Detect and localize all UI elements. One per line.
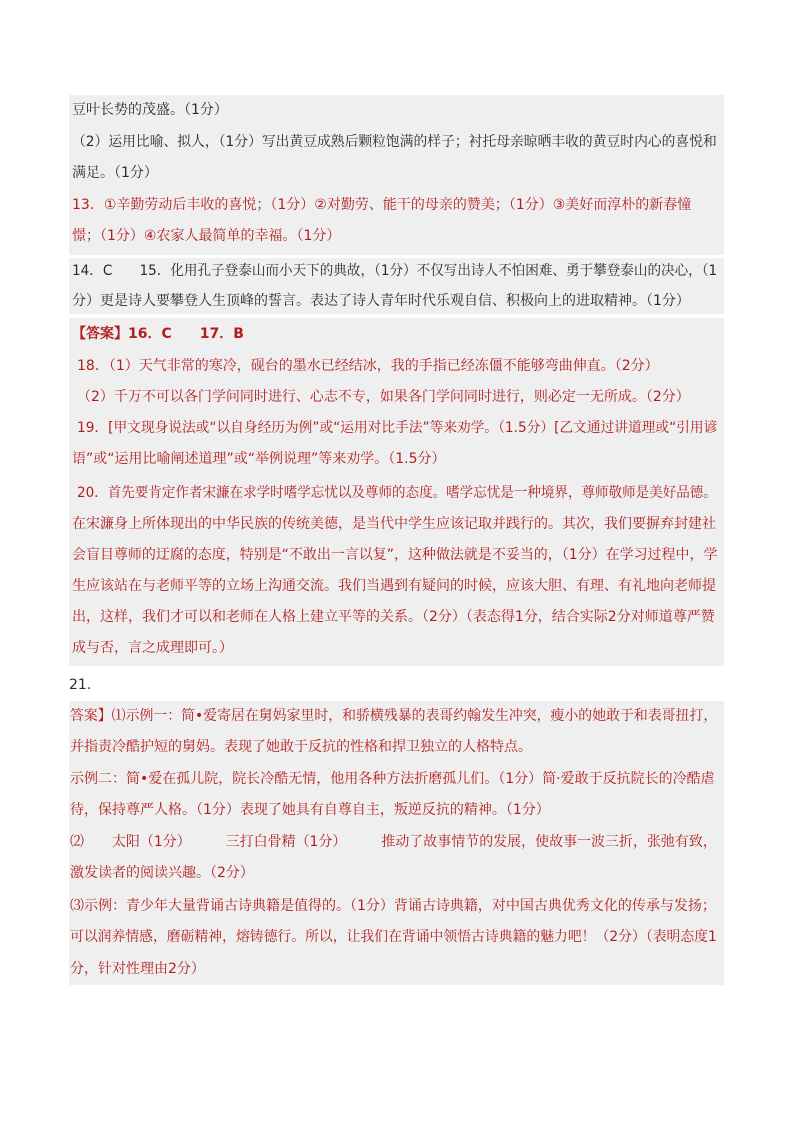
answer-block-21: [69, 701, 724, 985]
answer-line: ⑵ 太阳（1分） 三打白骨精（1分） 推动了故事情节的发展，使故事一波三折，张弛有致，: [70, 834, 717, 850]
answer-line: （2）运用比喻、拟人，（1分）写出黄豆成熟后颗粒饱满的样子；衬托母亲晾晒丰收的黄豆时内心的喜悦和: [72, 134, 717, 150]
answer-block-12-13: [69, 95, 724, 255]
answer-block-14-15: [69, 258, 724, 314]
answer-line: 激发读者的阅读兴趣。（2分）: [70, 865, 254, 881]
answer-line: 14．C 15．化用孔子登泰山而小天下的典故，（1分）不仅写出诗人不怕困难、勇于攀登泰山的决心，（1: [72, 263, 718, 279]
answer-line: ⑶示例：青少年大量背诵古诗典籍是值得的。（1分）背诵古诗典籍，对中国古典优秀文化的传承与发扬；: [70, 898, 716, 914]
answer-line: 生应该站在与老师平等的立场上沟通交流。我们当遇到有疑问的时候，应该大胆、有理、有礼地向老师提: [72, 578, 716, 594]
answer-line: 示例二：简•爱在孤儿院，院长冷酷无情，他用各种方法折磨孤儿们。（1分）简·爱敢于反抗院长的冷酷虐: [70, 771, 715, 787]
answer-line: 19．[甲文现身说法或“以自身经历为例”或“运用对比手法”等来劝学。（1.5分）[乙文通过讲道理或“引用谚: [77, 420, 718, 436]
answer-line: 出，这样，我们才可以和老师在人格上建立平等的关系。（2分）（表态得1分，结合实际2分对师道尊严赞: [72, 609, 715, 625]
answer-line: 并指责冷酷护短的舅妈。表现了她敢于反抗的性格和捍卫独立的人格特点。: [70, 739, 532, 755]
answer-line: 13．①辛勤劳动后丰收的喜悦；（1分）②对勤劳、能干的母亲的赞美；（1分）③美好而淳朴的新春憧: [72, 197, 692, 213]
answer-line: 成与否，言之成理即可。）: [72, 640, 233, 656]
answer-line: 憬；（1分）④农家人最简单的幸福。（1分）: [72, 228, 341, 244]
answer-line: 20．首先要肯定作者宋濂在求学时嗜学忘忧以及尊师的态度。嗜学忘忧是一种境界，尊师敬师是美好品德。: [77, 485, 717, 501]
answer-line: （2）千万不可以各门学问同时进行、心志不专，如果各门学问同时进行，则必定一无所成。（2分）: [77, 389, 690, 405]
answer-line: 满足。（1分）: [72, 165, 158, 181]
answer-line: 语”或“运用比喻阐述道理”或“举例说理”等来劝学。（1.5分）: [72, 451, 446, 467]
question-number-21: 21.: [69, 677, 92, 693]
answer-line: 豆叶长势的茂盛。（1分）: [72, 102, 228, 118]
answer-line: 【答案】16．C 17．B: [72, 326, 244, 342]
answer-line: 待，保持尊严人格。（1分）表现了她具有自尊自主，叛逆反抗的精神。（1分）: [70, 802, 550, 818]
answer-line: 18．（1）天气非常的寒冷，砚台的墨水已经结冰，我的手指已经冻僵不能够弯曲伸直。（2分）: [77, 358, 659, 374]
answer-line: 答案】⑴示例一：简•爱寄居在舅妈家里时，和骄横残暴的表哥约翰发生冲突，瘦小的她敢于和表哥扭打，: [70, 708, 718, 724]
answer-line: 在宋濂身上所体现出的中华民族的传统美德，是当代中学生应该记取并践行的。其次，我们要摒弃封建社: [72, 516, 716, 532]
answer-block-16-20: [69, 318, 724, 666]
answer-line: 分）更是诗人要攀登人生顶峰的誓言。表达了诗人青年时代乐观自信、积极向上的进取精神。（1分）: [72, 293, 690, 309]
answer-line: 分，针对性理由2分）: [70, 961, 205, 977]
answer-line: 可以润养情感，磨砺精神，熔铸德行。所以，让我们在背诵中领悟古诗典籍的魅力吧！（2分）（表明态度1: [70, 929, 717, 945]
answer-line: 会盲目尊师的迂腐的态度，特别是“不敢出一言以复”，这种做法就是不妥当的，（1分）在学习过程中，学: [72, 547, 718, 563]
